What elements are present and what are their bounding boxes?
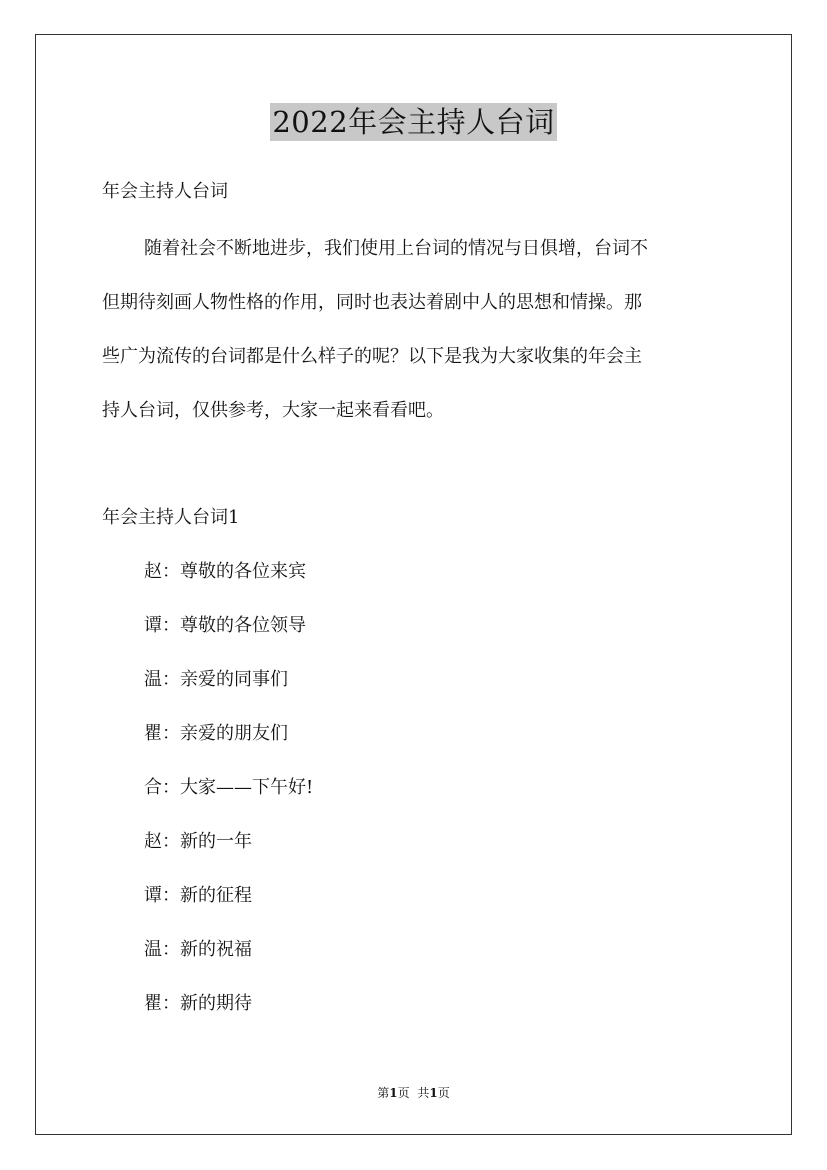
dialogue-line: 温：亲爱的同事们 bbox=[144, 669, 288, 690]
title-wrap bbox=[0, 103, 827, 141]
dialogue-line: 赵：尊敬的各位来宾 bbox=[144, 561, 306, 582]
footer-page-suffix: 页 bbox=[397, 1086, 410, 1100]
dialogue-line: 谭：新的征程 bbox=[144, 885, 252, 906]
page-footer bbox=[0, 1084, 827, 1101]
dialogue-list bbox=[144, 560, 313, 1046]
intro-paragraph bbox=[102, 222, 726, 438]
dialogue-line: 赵：新的一年 bbox=[144, 831, 252, 852]
intro-line: 持人台词，仅供参考，大家一起来看看吧。 bbox=[102, 400, 444, 421]
footer-total-prefix: 共 bbox=[417, 1086, 430, 1100]
footer-total-suffix: 页 bbox=[437, 1086, 450, 1100]
footer-total-pages: 1 bbox=[429, 1086, 438, 1100]
intro-line: 随着社会不断地进步，我们使用上台词的情况与日俱增，台词不 bbox=[144, 238, 648, 259]
intro-line: 但期待刻画人物性格的作用，同时也表达着剧中人的思想和情操。那 bbox=[102, 292, 642, 313]
section-heading: 年会主持人台词1 bbox=[102, 507, 240, 528]
footer-page-number: 1 bbox=[389, 1086, 398, 1100]
dialogue-line: 温：新的祝福 bbox=[144, 939, 252, 960]
dialogue-line: 瞿：新的期待 bbox=[144, 993, 252, 1014]
dialogue-line: 瞿：亲爱的朋友们 bbox=[144, 723, 288, 744]
subtitle: 年会主持人台词 bbox=[102, 181, 228, 202]
intro-line: 些广为流传的台词都是什么样子的呢？以下是我为大家收集的年会主 bbox=[102, 346, 642, 367]
dialogue-line: 合：大家——下午好! bbox=[144, 777, 314, 798]
document-title: 2022年会主持人台词 bbox=[272, 105, 555, 139]
footer-prefix: 第 bbox=[377, 1086, 390, 1100]
dialogue-line: 谭：尊敬的各位领导 bbox=[144, 615, 306, 636]
